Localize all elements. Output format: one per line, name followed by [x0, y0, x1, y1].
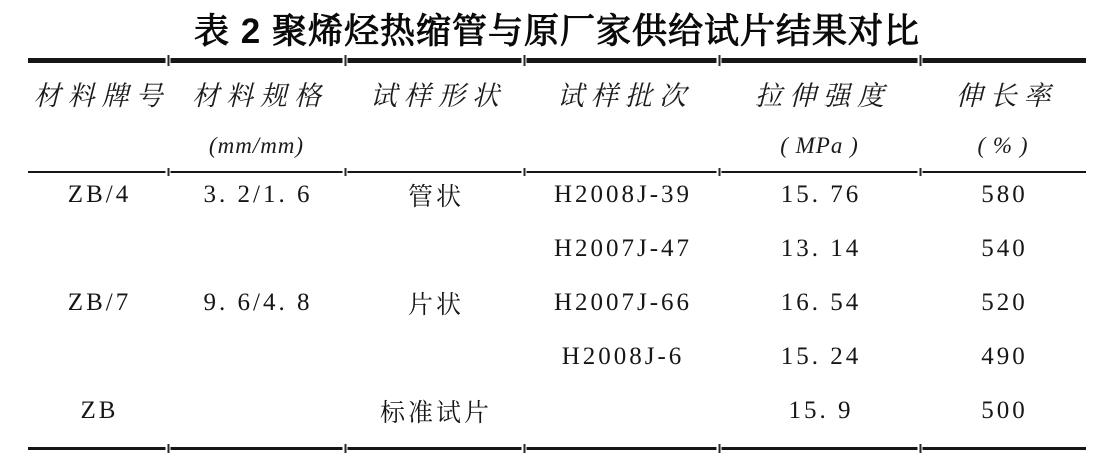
table-cell: H2007J-66 [553, 289, 693, 316]
table-cell: 580 [981, 181, 1028, 208]
unit-cell-sample-shape [345, 123, 524, 168]
table-cell [28, 330, 168, 384]
rule-notch [717, 444, 722, 453]
rule-notch [166, 444, 171, 453]
table-cell: 490 [981, 343, 1028, 370]
table-cell: 16. 54 [780, 289, 862, 316]
unit-cell-sample-batch [524, 123, 719, 168]
table-cell: 管状 [407, 184, 464, 211]
table-cell [28, 222, 168, 276]
table-cell: H2008J-39 [553, 181, 693, 208]
table-cell: 13. 14 [780, 235, 862, 262]
rule-notch [343, 444, 348, 453]
table-cell: 15. 76 [780, 181, 862, 208]
rule-notch [918, 444, 923, 453]
unit-cell-elongation: ( % ) [977, 132, 1029, 158]
table-cell: ZB/7 [67, 289, 132, 316]
header-cell-elongation: 伸长率 [955, 80, 1058, 111]
table-cell [168, 222, 345, 276]
header-cell-material-grade: 材料牌号 [33, 80, 170, 111]
header-cell-material-spec: 材料规格 [192, 80, 328, 111]
table-cell [345, 330, 524, 384]
table-cell [345, 222, 524, 276]
table-cell [168, 330, 345, 384]
table-cell: H2008J-6 [561, 343, 685, 370]
table-cell: 500 [981, 397, 1028, 424]
table-cell: 片状 [407, 292, 464, 319]
table-title: 表 2 聚烯烃热缩管与原厂家供给试片结果对比 [194, 12, 920, 51]
table-cell: 15. 24 [780, 343, 862, 370]
table-cell: 15. 9 [788, 397, 854, 424]
table-cell: ZB/4 [67, 181, 132, 208]
table-bottom-rule [28, 447, 1086, 450]
header-cell-sample-shape: 试样形状 [370, 80, 506, 111]
rule-notch [522, 444, 527, 453]
table-cell: 标准试片 [379, 400, 492, 427]
table-cell: 9. 6/4. 8 [203, 289, 313, 316]
table-cell [524, 384, 719, 438]
unit-cell-material-grade [28, 123, 168, 168]
results-table [28, 0, 1086, 466]
table-grid [28, 63, 1086, 438]
table-cell: 3. 2/1. 6 [203, 181, 313, 208]
unit-cell-tensile-strength: ( MPa ) [780, 132, 859, 158]
header-cell-tensile-strength: 拉伸强度 [755, 80, 891, 111]
table-cell: 520 [981, 289, 1028, 316]
table-cell: H2007J-47 [553, 235, 693, 262]
table-cell: 540 [981, 235, 1028, 262]
unit-cell-material-spec: (mm/mm) [208, 132, 305, 158]
header-cell-sample-batch: 试样批次 [557, 80, 693, 111]
table-cell: ZB [80, 397, 119, 424]
table-cell [168, 384, 345, 438]
